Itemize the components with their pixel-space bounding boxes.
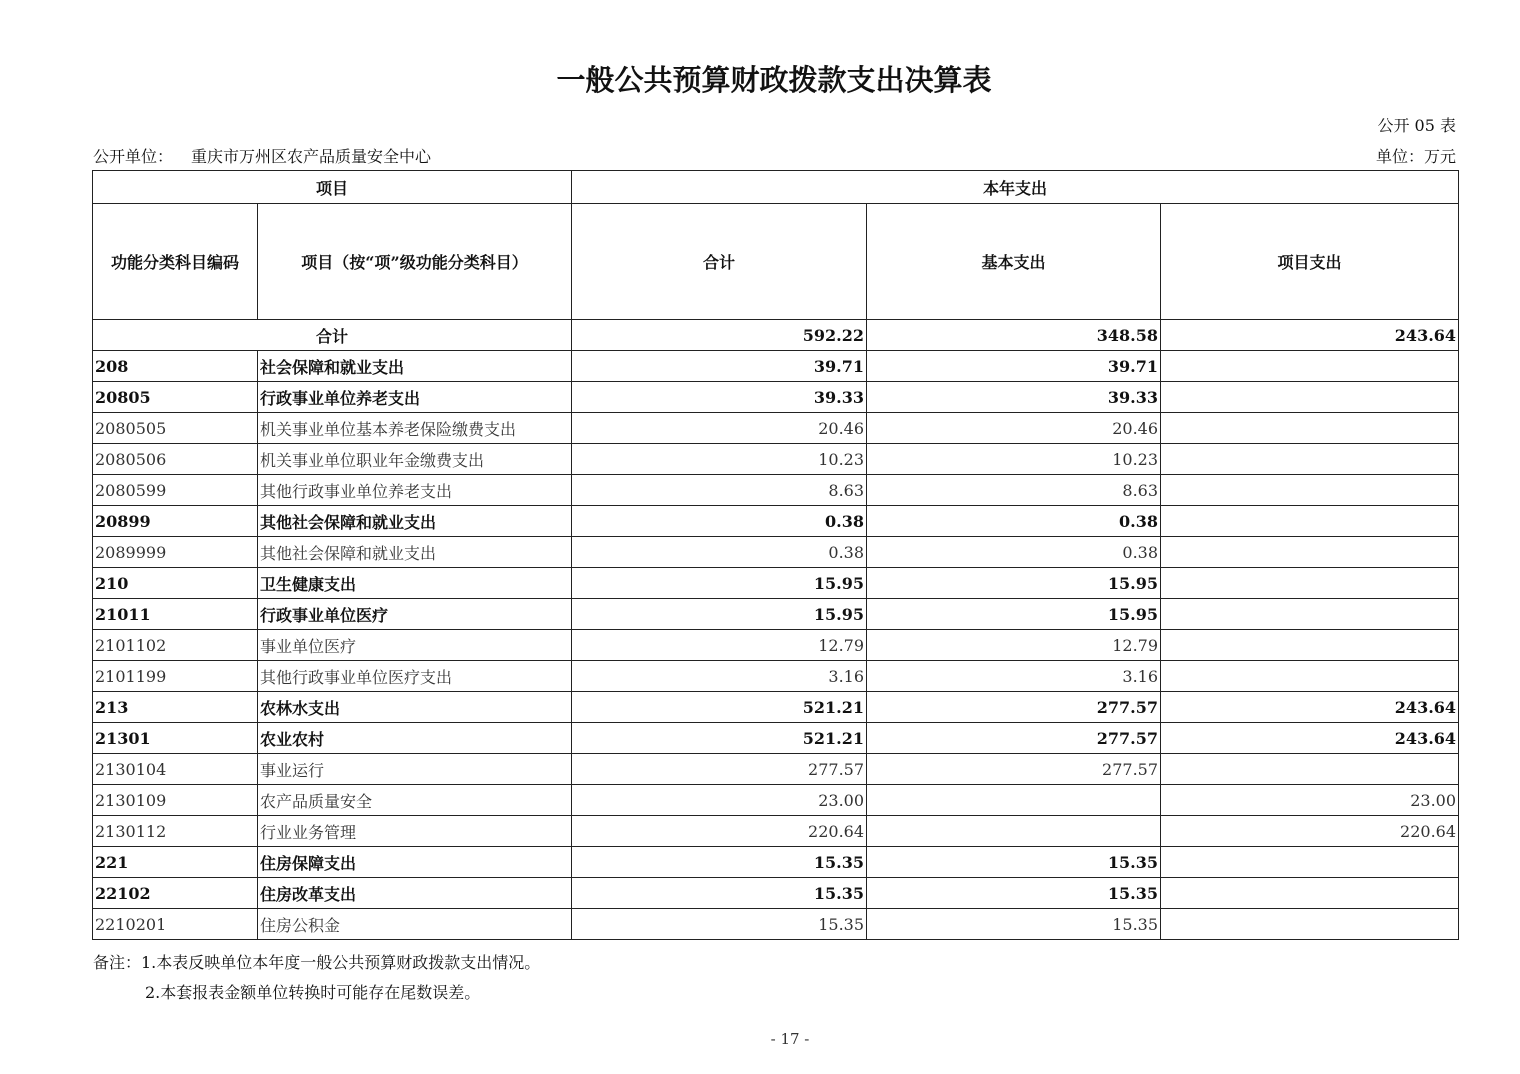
table-row <box>93 878 1459 909</box>
total-row <box>93 320 1459 351</box>
table-row <box>93 847 1459 878</box>
row-basic: 15.35 <box>867 909 1161 940</box>
row-code: 221 <box>93 847 258 878</box>
row-basic: 277.57 <box>867 692 1161 723</box>
row-name: 住房改革支出 <box>258 878 572 909</box>
total-project: 243.64 <box>1161 320 1459 351</box>
row-total: 220.64 <box>572 816 867 847</box>
header-name: 项目（按“项”级功能分类科目） <box>258 204 572 320</box>
row-project <box>1161 506 1459 537</box>
row-total: 39.71 <box>572 351 867 382</box>
row-total: 39.33 <box>572 382 867 413</box>
row-code: 21301 <box>93 723 258 754</box>
table-row <box>93 599 1459 630</box>
total-label: 合计 <box>93 320 572 351</box>
note-line-1: 备注：1.本表反映单位本年度一般公共预算财政拨款支出情况。 <box>93 953 541 972</box>
row-basic: 39.71 <box>867 351 1161 382</box>
reporting-unit <box>93 144 431 167</box>
row-project <box>1161 909 1459 940</box>
header-code: 功能分类科目编码 <box>93 204 258 320</box>
row-code: 20899 <box>93 506 258 537</box>
row-name: 其他社会保障和就业支出 <box>258 537 572 568</box>
table-row <box>93 630 1459 661</box>
row-name: 行业业务管理 <box>258 816 572 847</box>
row-project <box>1161 537 1459 568</box>
row-code: 2101102 <box>93 630 258 661</box>
header-item-group: 项目 <box>93 171 572 204</box>
row-total: 0.38 <box>572 537 867 568</box>
table-row <box>93 351 1459 382</box>
row-basic: 277.57 <box>867 754 1161 785</box>
row-basic: 0.38 <box>867 537 1161 568</box>
unit-name: 重庆市万州区农产品质量安全中心 <box>191 147 432 166</box>
row-total: 15.95 <box>572 599 867 630</box>
row-name: 其他行政事业单位养老支出 <box>258 475 572 506</box>
row-project <box>1161 568 1459 599</box>
notes <box>93 948 540 1008</box>
row-total: 10.23 <box>572 444 867 475</box>
header-expense-group: 本年支出 <box>572 171 1459 204</box>
row-basic: 15.95 <box>867 568 1161 599</box>
row-total: 15.35 <box>572 847 867 878</box>
table-row <box>93 382 1459 413</box>
row-name: 农林水支出 <box>258 692 572 723</box>
table-row <box>93 568 1459 599</box>
row-project: 23.00 <box>1161 785 1459 816</box>
row-basic: 12.79 <box>867 630 1161 661</box>
row-basic: 15.35 <box>867 878 1161 909</box>
row-code: 2101199 <box>93 661 258 692</box>
row-project: 243.64 <box>1161 723 1459 754</box>
row-name: 农业农村 <box>258 723 572 754</box>
row-total: 521.21 <box>572 723 867 754</box>
row-total: 23.00 <box>572 785 867 816</box>
row-code: 21011 <box>93 599 258 630</box>
row-code: 2130104 <box>93 754 258 785</box>
row-total: 8.63 <box>572 475 867 506</box>
row-project <box>1161 444 1459 475</box>
header-basic: 基本支出 <box>867 204 1161 320</box>
row-name: 行政事业单位医疗 <box>258 599 572 630</box>
row-project <box>1161 413 1459 444</box>
table-row <box>93 413 1459 444</box>
row-code: 210 <box>93 568 258 599</box>
row-basic: 15.35 <box>867 847 1161 878</box>
unit-label: 公开单位： <box>93 147 174 166</box>
row-basic: 10.23 <box>867 444 1161 475</box>
row-code: 2130109 <box>93 785 258 816</box>
row-code: 2080505 <box>93 413 258 444</box>
row-code: 2089999 <box>93 537 258 568</box>
row-total: 15.95 <box>572 568 867 599</box>
header-column-row <box>93 204 1459 320</box>
row-code: 20805 <box>93 382 258 413</box>
row-basic: 277.57 <box>867 723 1161 754</box>
row-code: 208 <box>93 351 258 382</box>
row-name: 机关事业单位职业年金缴费支出 <box>258 444 572 475</box>
table-row <box>93 537 1459 568</box>
header-project: 项目支出 <box>1161 204 1459 320</box>
row-project <box>1161 754 1459 785</box>
row-total: 12.79 <box>572 630 867 661</box>
document-title: 一般公共预算财政拨款支出决算表 <box>556 63 992 97</box>
table-row <box>93 692 1459 723</box>
row-project <box>1161 630 1459 661</box>
row-basic: 8.63 <box>867 475 1161 506</box>
row-code: 2080506 <box>93 444 258 475</box>
row-basic: 39.33 <box>867 382 1161 413</box>
row-name: 其他行政事业单位医疗支出 <box>258 661 572 692</box>
row-total: 20.46 <box>572 413 867 444</box>
row-basic: 0.38 <box>867 506 1161 537</box>
form-number: 公开 05 表 <box>1377 116 1456 135</box>
row-name: 社会保障和就业支出 <box>258 351 572 382</box>
header-total: 合计 <box>572 204 867 320</box>
row-name: 住房公积金 <box>258 909 572 940</box>
row-project <box>1161 382 1459 413</box>
row-project <box>1161 599 1459 630</box>
table-row <box>93 723 1459 754</box>
row-total: 277.57 <box>572 754 867 785</box>
row-basic: 15.95 <box>867 599 1161 630</box>
row-project <box>1161 878 1459 909</box>
row-project: 243.64 <box>1161 692 1459 723</box>
row-basic <box>867 785 1161 816</box>
row-code: 213 <box>93 692 258 723</box>
row-basic: 3.16 <box>867 661 1161 692</box>
header-group-row <box>93 171 1459 204</box>
row-total: 3.16 <box>572 661 867 692</box>
row-name: 住房保障支出 <box>258 847 572 878</box>
table-row <box>93 909 1459 940</box>
row-project <box>1161 847 1459 878</box>
row-basic <box>867 816 1161 847</box>
row-name: 行政事业单位养老支出 <box>258 382 572 413</box>
row-name: 卫生健康支出 <box>258 568 572 599</box>
row-code: 22102 <box>93 878 258 909</box>
row-code: 2130112 <box>93 816 258 847</box>
row-total: 521.21 <box>572 692 867 723</box>
note-line-2: 2.本套报表金额单位转换时可能存在尾数误差。 <box>145 983 481 1002</box>
row-project: 220.64 <box>1161 816 1459 847</box>
row-name: 农产品质量安全 <box>258 785 572 816</box>
row-name: 机关事业单位基本养老保险缴费支出 <box>258 413 572 444</box>
table-row <box>93 506 1459 537</box>
row-code: 2080599 <box>93 475 258 506</box>
row-total: 0.38 <box>572 506 867 537</box>
row-project <box>1161 661 1459 692</box>
row-project <box>1161 475 1459 506</box>
row-basic: 20.46 <box>867 413 1161 444</box>
row-total: 15.35 <box>572 909 867 940</box>
page-number: - 17 - <box>770 1030 810 1048</box>
row-total: 15.35 <box>572 878 867 909</box>
expenditure-table <box>92 170 1459 940</box>
table-row <box>93 661 1459 692</box>
row-name: 事业单位医疗 <box>258 630 572 661</box>
currency-unit: 单位：万元 <box>1375 147 1456 166</box>
table-row <box>93 444 1459 475</box>
row-name: 事业运行 <box>258 754 572 785</box>
total-sum: 592.22 <box>572 320 867 351</box>
row-name: 其他社会保障和就业支出 <box>258 506 572 537</box>
total-basic: 348.58 <box>867 320 1161 351</box>
table-row <box>93 785 1459 816</box>
table-row <box>93 475 1459 506</box>
table-row <box>93 816 1459 847</box>
row-code: 2210201 <box>93 909 258 940</box>
table-row <box>93 754 1459 785</box>
row-project <box>1161 351 1459 382</box>
